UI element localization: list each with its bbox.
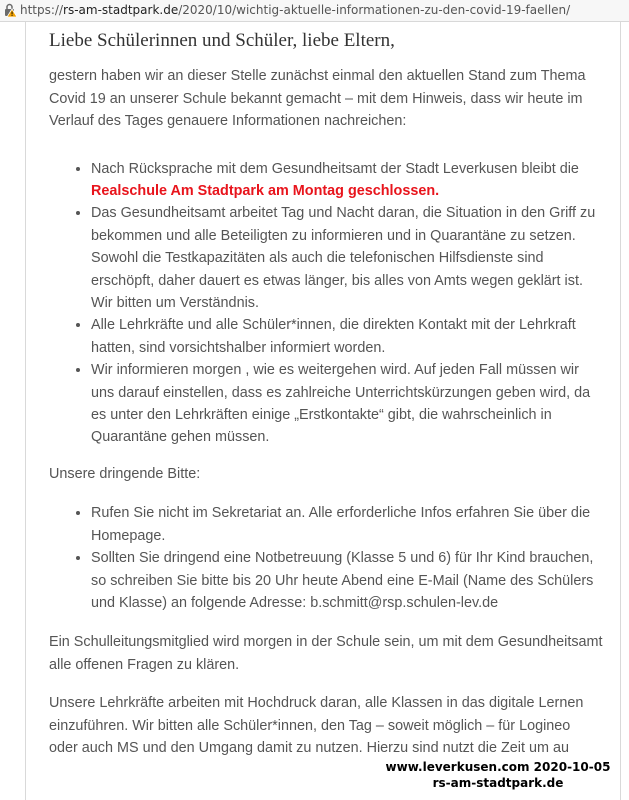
list-item-text: Alle Lehrkräfte und alle Schüler*innen, die direkten Kontakt mit der Lehrkraft hatten, sind vorsichtshalber informiert worden. — [91, 317, 576, 356]
list-item: • Sollten Sie dringend eine Notbetreuung (Klasse 5 und 6) für Ihr Kind brauchen, so schreiben Sie bitte bis 20 Uhr heute Abend eine E-Mail (Name des Schülers und Klasse) an folgende Adresse: b.schmitt@rsp.schulen-lev.de — [91, 547, 603, 614]
url-host: rs-am-stadtpark.de — [63, 3, 179, 17]
request-list — [49, 502, 603, 614]
url-path: /2020/10/wichtig-aktuelle-informationen-zu-den-covid-19-faellen/ — [178, 3, 571, 17]
url-prefix: https:// — [20, 3, 64, 17]
list-item — [91, 158, 603, 203]
teachers-paragraph: Unsere Lehrkräfte arbeiten mit Hochdruck daran, alle Klassen in das digitale Lernen einzuführen. Wir bitten alle Schüler*innen, den Tag – soweit möglich – für Logineo oder auch MS und den Umgang damit zu nutzen. Hierzu sind nutzt die Zeit um au — [49, 695, 584, 757]
leadership-paragraph: Ein Schulleitungsmitglied wird morgen in der Schule sein, um mit dem Gesundheitsamt alle offenen Fragen zu klären. — [49, 634, 603, 673]
list-item-text: Nach Rücksprache mit dem Gesundheitsamt der Stadt Leverkusen bleibt die — [91, 160, 579, 177]
closure-notice: Realschule Am Stadtpark am Montag geschlossen. — [91, 182, 440, 199]
list-item — [91, 359, 603, 449]
url-text[interactable] — [20, 3, 570, 17]
watermark-line-2: rs-am-stadtpark.de — [432, 776, 564, 790]
watermark — [378, 759, 618, 791]
lock-warning-icon[interactable] — [3, 3, 17, 17]
page-border-right — [620, 22, 621, 800]
page-border-left — [25, 22, 26, 800]
info-list — [49, 158, 603, 449]
list-item — [91, 202, 603, 314]
list-item-text: Wir informieren morgen , wie es weitergehen wird. Auf jeden Fall müssen wir uns darauf einstellen, dass es zahlreiche Unterrichtskürzungen geben wird, da es unter den Lehrkräften einige „Erstkontakte“ gibt, die wahrscheinlich in Quarantäne gehen müssen. — [91, 362, 591, 446]
list-item: • Rufen Sie nicht im Sekretariat an. Alle erforderliche Infos erfahren Sie über die Homepage. — [91, 502, 603, 547]
list-item-text: Das Gesundheitsamt arbeitet Tag und Nacht daran, die Situation in den Griff zu bekommen und alle Beteiligten zu informieren und in Quarantäne zu setzen. Sowohl die Testkapazitäten als auch die telefonischen Hilfsdienste sind erschöpft, daher dauert es etwas länger, bis alles von Amts wegen geklärt ist. Wir bitten um Verständnis. — [91, 205, 596, 311]
request-heading: Unsere dringende Bitte: — [49, 465, 201, 482]
intro-paragraph: gestern haben wir an dieser Stelle zunächst einmal den aktuellen Stand zum Thema Covid 19 an unserer Schule bekannt gemacht – mit dem Hinweis, dass wir heute im Verlauf des Tages genauere Informationen nachreichen: — [49, 68, 586, 129]
article-content — [49, 28, 615, 760]
address-bar[interactable] — [0, 0, 629, 22]
watermark-line-1: www.leverkusen.com 2020-10-05 — [385, 760, 611, 774]
article-heading: Liebe Schülerinnen und Schüler, liebe Eltern, — [49, 30, 395, 51]
list-item — [91, 314, 603, 359]
